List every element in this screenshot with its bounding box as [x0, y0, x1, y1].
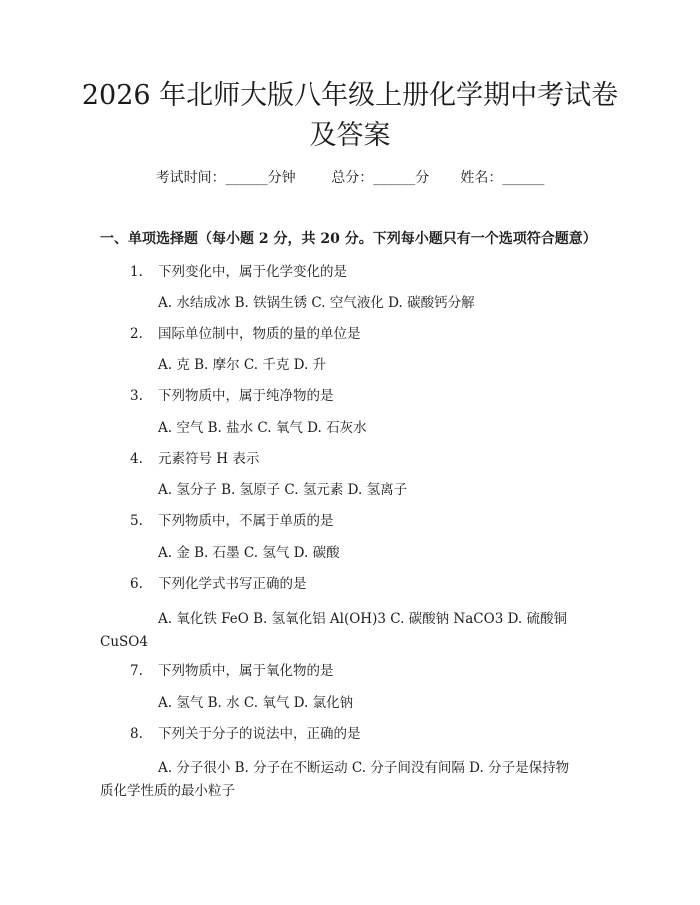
exam-title-line2: 及答案: [309, 120, 391, 151]
question-options: A. 氧化铁 FeO B. 氢氧化铝 Al(OH)3 C. 碳酸钠 NaCO3 D. 硫酸铜 CuSO4: [100, 611, 568, 650]
question-options: A. 氢气 B. 水 C. 氧气 D. 氯化钠: [158, 695, 354, 711]
question-stem: 下列变化中，属于化学变化的是: [158, 264, 347, 280]
question-options: A. 分子很小 B. 分子在不断运动 C. 分子间没有间隔 D. 分子是保持物质化学性质的最小粒子: [100, 760, 570, 799]
question-options: A. 克 B. 摩尔 C. 千克 D. 升: [158, 357, 327, 373]
question-number: 8.: [130, 726, 143, 742]
question-stem: 下列物质中，属于纯净物的是: [158, 388, 334, 404]
question-stem: 下列物质中，不属于单质的是: [158, 513, 334, 529]
exam-title-line1: 2026 年北师大版八年级上册化学期中考试卷: [81, 80, 619, 111]
question-number: 6.: [130, 576, 143, 592]
exam-meta: [0, 168, 700, 188]
question-number: 4.: [130, 451, 143, 467]
question-options: A. 金 B. 石墨 C. 氢气 D. 碳酸: [158, 545, 340, 561]
question-number: 3.: [130, 388, 143, 404]
question-options: A. 空气 B. 盐水 C. 氧气 D. 石灰水: [158, 420, 367, 436]
question-options: A. 氢分子 B. 氢原子 C. 氢元素 D. 氢离子: [158, 482, 408, 498]
question-options: A. 水结成冰 B. 铁锅生锈 C. 空气液化 D. 碳酸钙分解: [158, 295, 475, 311]
question-stem: 元素符号 H 表示: [158, 451, 260, 467]
exam-title: [60, 76, 640, 156]
question-number: 7.: [130, 663, 143, 679]
question-number: 2.: [130, 326, 143, 342]
question-stem: 国际单位制中，物质的量的单位是: [158, 326, 361, 342]
question-stem: 下列化学式书写正确的是: [158, 576, 307, 592]
section-heading: 一、单项选择题（每小题 2 分，共 20 分。下列每小题只有一个选项符合题意）: [100, 231, 597, 247]
student-name-field: 姓名：______: [460, 170, 545, 186]
question-number: 1.: [130, 264, 143, 280]
question-stem: 下列关于分子的说法中，正确的是: [158, 726, 361, 742]
exam-score-field: 总分：______分: [331, 170, 430, 186]
exam-time-field: 考试时间：______分钟: [155, 170, 296, 186]
question-stem: 下列物质中，属于氧化物的是: [158, 663, 334, 679]
question-number: 5.: [130, 513, 143, 529]
